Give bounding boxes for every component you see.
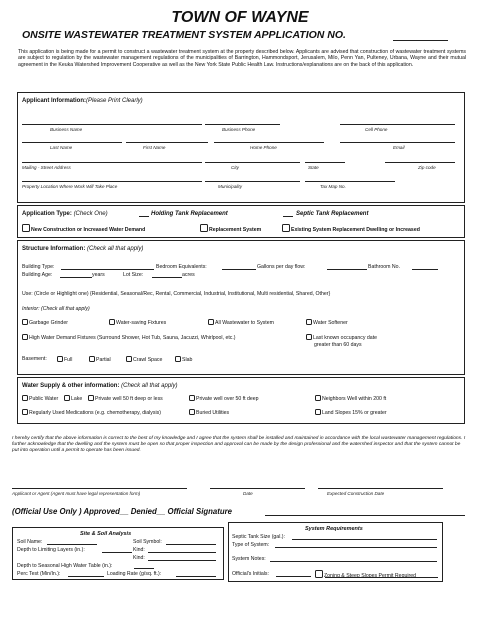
high-water-option[interactable]: High Water Demand Fixtures (Surround Shower, Hot Tub, Sauna, Jacuzzi, Whirlpool, etc.)	[22, 334, 236, 341]
state-field[interactable]	[305, 162, 345, 163]
new-construction-option[interactable]: New Construction or Increased Water Demand	[22, 224, 145, 233]
building-type-label: Building Type:	[22, 264, 55, 270]
date-label: Date	[243, 491, 253, 496]
water-softener-option[interactable]: Water Softener	[306, 319, 348, 326]
business-name-label: Business Name	[50, 127, 83, 132]
septic-tank-label: Septic Tank Replacement	[296, 211, 369, 217]
gallons-label: Gallons per day flow:	[257, 264, 306, 270]
checkbox-icon	[315, 395, 321, 401]
tax-map-field[interactable]	[305, 181, 395, 182]
buried-utilities-option[interactable]: Buried Utilities	[189, 409, 229, 416]
property-location-field[interactable]	[22, 181, 202, 182]
kind1-label: Kind:	[133, 547, 145, 553]
checkbox-icon	[306, 319, 312, 325]
property-location-label: Property Location Where Work Will Take Place	[22, 184, 118, 189]
use-line[interactable]: Use: (Circle or Highlight one) {Residential, Seasonal/Rec, Rental, Commercial, Industrial, Institutional, Multi residential, Shared, Other}	[22, 291, 331, 297]
basement-slab-option[interactable]: Slab	[175, 356, 192, 363]
water-saving-option[interactable]: Water-saving Fixtures	[109, 319, 166, 326]
land-slopes-option[interactable]: Land Slopes 15% or greater	[315, 409, 387, 416]
date-field[interactable]	[210, 488, 305, 489]
email-label: Email	[393, 145, 405, 150]
system-notes-label: System Notes:	[232, 556, 266, 562]
checkbox-icon	[306, 334, 312, 340]
medications-option[interactable]: Regularly Used Medications (e.g. chemotherapy, dialysis)	[22, 409, 161, 416]
structure-heading: Structure Information: (Check all that apply)	[22, 246, 144, 252]
lot-size-field[interactable]	[152, 277, 182, 278]
state-label: State	[308, 165, 319, 170]
checkbox-icon	[57, 356, 63, 362]
checkbox-icon	[126, 356, 132, 362]
email-field[interactable]	[340, 142, 455, 143]
garbage-grinder-option[interactable]: Garbage Grinder	[22, 319, 68, 326]
checkbox-icon	[109, 319, 115, 325]
soil-name-field[interactable]	[47, 544, 97, 545]
officials-initials-label: Official's Initials:	[232, 571, 269, 577]
kind2-label: Kind:	[133, 555, 145, 561]
municipality-field[interactable]	[205, 181, 300, 182]
replacement-system-option[interactable]: Replacement System	[200, 224, 261, 233]
bedroom-equiv-field[interactable]	[222, 269, 256, 270]
applicant-signature-field[interactable]	[12, 488, 187, 489]
soil-symbol-label: Soil Symbol:	[133, 539, 162, 545]
applicant-heading: Applicant Information:(Please Print Clearly)	[22, 98, 143, 104]
application-type-heading: Application Type: (Check One)	[22, 211, 108, 217]
depth-limiting-label: Depth to Limiting Layers (in.):	[17, 547, 85, 553]
checkbox-icon	[175, 356, 181, 362]
first-name-field[interactable]	[126, 142, 208, 143]
town-title: TOWN OF WAYNE	[171, 9, 309, 26]
checkbox-icon	[89, 356, 95, 362]
site-soil-heading: Site & Soil Analysis	[80, 531, 132, 537]
intro-paragraph: This application is being made for a permit to construct a wastewater treatment system at the property described below. Applicants are advised that construction of wastewater treatment systems are subject to regulation by the wastewater management regulations of the municipalities of Barrington, Hammondsport, Jerusalem, Milo, Penn Yan, Pulteney, Urbana, Wayne and their mutual agreement in the Keuka Watershed Improvement Cooperative as well as the New York State Public Health Law. Instructions/explanations are on the back of this application.	[18, 49, 466, 68]
public-water-option[interactable]: Public Water	[22, 395, 58, 402]
cell-phone-label: Cell Phone	[365, 127, 388, 132]
basement-partial-option[interactable]: Partial	[89, 356, 111, 363]
perc-test-field[interactable]	[68, 576, 104, 577]
checkbox-icon	[282, 224, 290, 232]
years-label: years	[92, 272, 105, 278]
depth-limiting-field[interactable]	[102, 552, 132, 553]
certification-text: I hereby certify that the above information is correct to the best of my knowledge and I agree that the system shall be installed and maintained in accordance with the local wastewater management regulations. I further acknowledge that the dwelling and the system must be open so that proper inspection and approval can be made by the design professional and the watershed inspector and that the system cannot be put into operation until a permit to operate has been issued.	[12, 436, 466, 453]
checkbox-icon	[189, 395, 195, 401]
home-phone-field[interactable]	[214, 142, 324, 143]
loading-rate-label: Loading Rate (g/sq. ft.):	[107, 571, 162, 577]
acres-label: acres	[182, 272, 195, 278]
tank-size-label: Septic Tank Size (gal.):	[232, 534, 285, 540]
system-notes-field[interactable]	[270, 561, 437, 562]
applicant-signature-label: Applicant or Agent (Agent must have legal representation form)	[12, 491, 141, 496]
soil-symbol-field[interactable]	[166, 544, 216, 545]
tax-map-label: Tax Map No.	[320, 184, 346, 189]
basement-crawl-option[interactable]: Crawl Space	[126, 356, 162, 363]
checkbox-icon	[22, 334, 28, 340]
kind1-field[interactable]	[148, 552, 216, 553]
septic-tank-check[interactable]	[283, 216, 293, 217]
business-phone-field[interactable]	[205, 124, 280, 125]
zip-label: Zip code	[418, 165, 436, 170]
last-name-field[interactable]	[22, 142, 122, 143]
checkbox-icon	[315, 409, 321, 415]
official-signature-field[interactable]	[265, 515, 465, 516]
checkbox-icon	[88, 395, 94, 401]
cell-phone-field[interactable]	[340, 124, 455, 125]
first-name-label: First Name	[143, 145, 166, 150]
depth-seasonal-label: Depth to Seasonal High Water Table (in.):	[17, 563, 113, 569]
lake-option[interactable]: Lake	[64, 395, 82, 402]
application-type-section	[17, 205, 465, 238]
all-wastewater-option[interactable]: All Wastewater to System	[208, 319, 274, 326]
checkbox-icon	[22, 409, 28, 415]
home-phone-label: Home Phone	[250, 145, 277, 150]
loading-rate-field[interactable]	[176, 576, 216, 577]
type-of-system-label: Type of System:	[232, 542, 270, 548]
checkbox-icon	[22, 395, 28, 401]
zip-field[interactable]	[385, 162, 455, 163]
business-name-field[interactable]	[22, 124, 202, 125]
checkbox-icon	[22, 319, 28, 325]
interior-heading: Interior: (Check all that apply)	[22, 306, 90, 312]
tank-size-field[interactable]	[292, 539, 437, 540]
holding-tank-label: Holding Tank Replacement	[151, 211, 228, 217]
depth-seasonal-field[interactable]	[134, 568, 154, 569]
basement-label: Basement:	[22, 356, 47, 362]
last-name-label: Last Name	[50, 145, 73, 150]
bathroom-field[interactable]	[412, 269, 438, 270]
checkbox-icon	[315, 570, 323, 578]
building-type-field[interactable]	[61, 269, 154, 270]
basement-full-option[interactable]: Full	[57, 356, 72, 363]
lot-size-label: Lot Size:	[123, 272, 144, 278]
bathroom-label: Bathroom No.	[368, 264, 401, 270]
soil-name-label: Soil Name:	[17, 539, 43, 545]
city-label: City	[231, 165, 239, 170]
greater-than-label: greater than 60 days	[314, 342, 362, 348]
municipality-label: Municipality	[218, 184, 242, 189]
business-phone-label: Business Phone	[222, 127, 256, 132]
holding-tank-check[interactable]	[139, 216, 149, 217]
last-known-option[interactable]: Last known occupancy date	[306, 334, 377, 341]
existing-system-option[interactable]: Existing System Replacement Dwelling or Increased	[282, 224, 420, 233]
checkbox-icon	[22, 224, 30, 232]
private-well-over-option[interactable]: Private well over 50 ft deep	[189, 395, 259, 402]
neighbors-well-option[interactable]: Neighbors Well within 200 ft	[315, 395, 386, 402]
expected-date-label: Expected Construction Date	[327, 491, 385, 496]
form-title: ONSITE WASTEWATER TREATMENT SYSTEM APPLICATION NO.	[22, 29, 346, 41]
perc-test-label: Perc Test (Min/In.):	[17, 571, 61, 577]
building-age-label: Building Age:	[22, 272, 53, 278]
checkbox-icon	[208, 319, 214, 325]
type-of-system-field[interactable]	[275, 547, 437, 548]
checkbox-icon	[200, 224, 208, 232]
gallons-field[interactable]	[327, 269, 367, 270]
kind2-field[interactable]	[148, 560, 216, 561]
mailing-address-field[interactable]	[22, 162, 202, 163]
city-field[interactable]	[205, 162, 300, 163]
expected-date-field[interactable]	[318, 488, 443, 489]
bedroom-equiv-label: Bedroom Equivalents:	[156, 264, 207, 270]
system-requirements-heading: System Requirements	[305, 526, 363, 532]
building-age-field[interactable]	[60, 277, 92, 278]
checkbox-icon	[64, 395, 70, 401]
private-well-50-option[interactable]: Private well 50 ft deep or less	[88, 395, 163, 402]
zoning-permit-option[interactable]: Zoning & Steep Slopes Permit Required	[315, 570, 416, 579]
water-supply-heading: Water Supply & other information: (Check all that apply)	[22, 383, 178, 389]
application-number-field[interactable]	[393, 40, 448, 41]
mailing-label: Mailing - Street Address	[22, 165, 71, 170]
zoning-underline	[325, 577, 438, 578]
officials-initials-field[interactable]	[276, 576, 311, 577]
official-use-line: (Official Use Only ) Approved__ Denied__ Official Signature	[12, 507, 232, 516]
checkbox-icon	[189, 409, 195, 415]
